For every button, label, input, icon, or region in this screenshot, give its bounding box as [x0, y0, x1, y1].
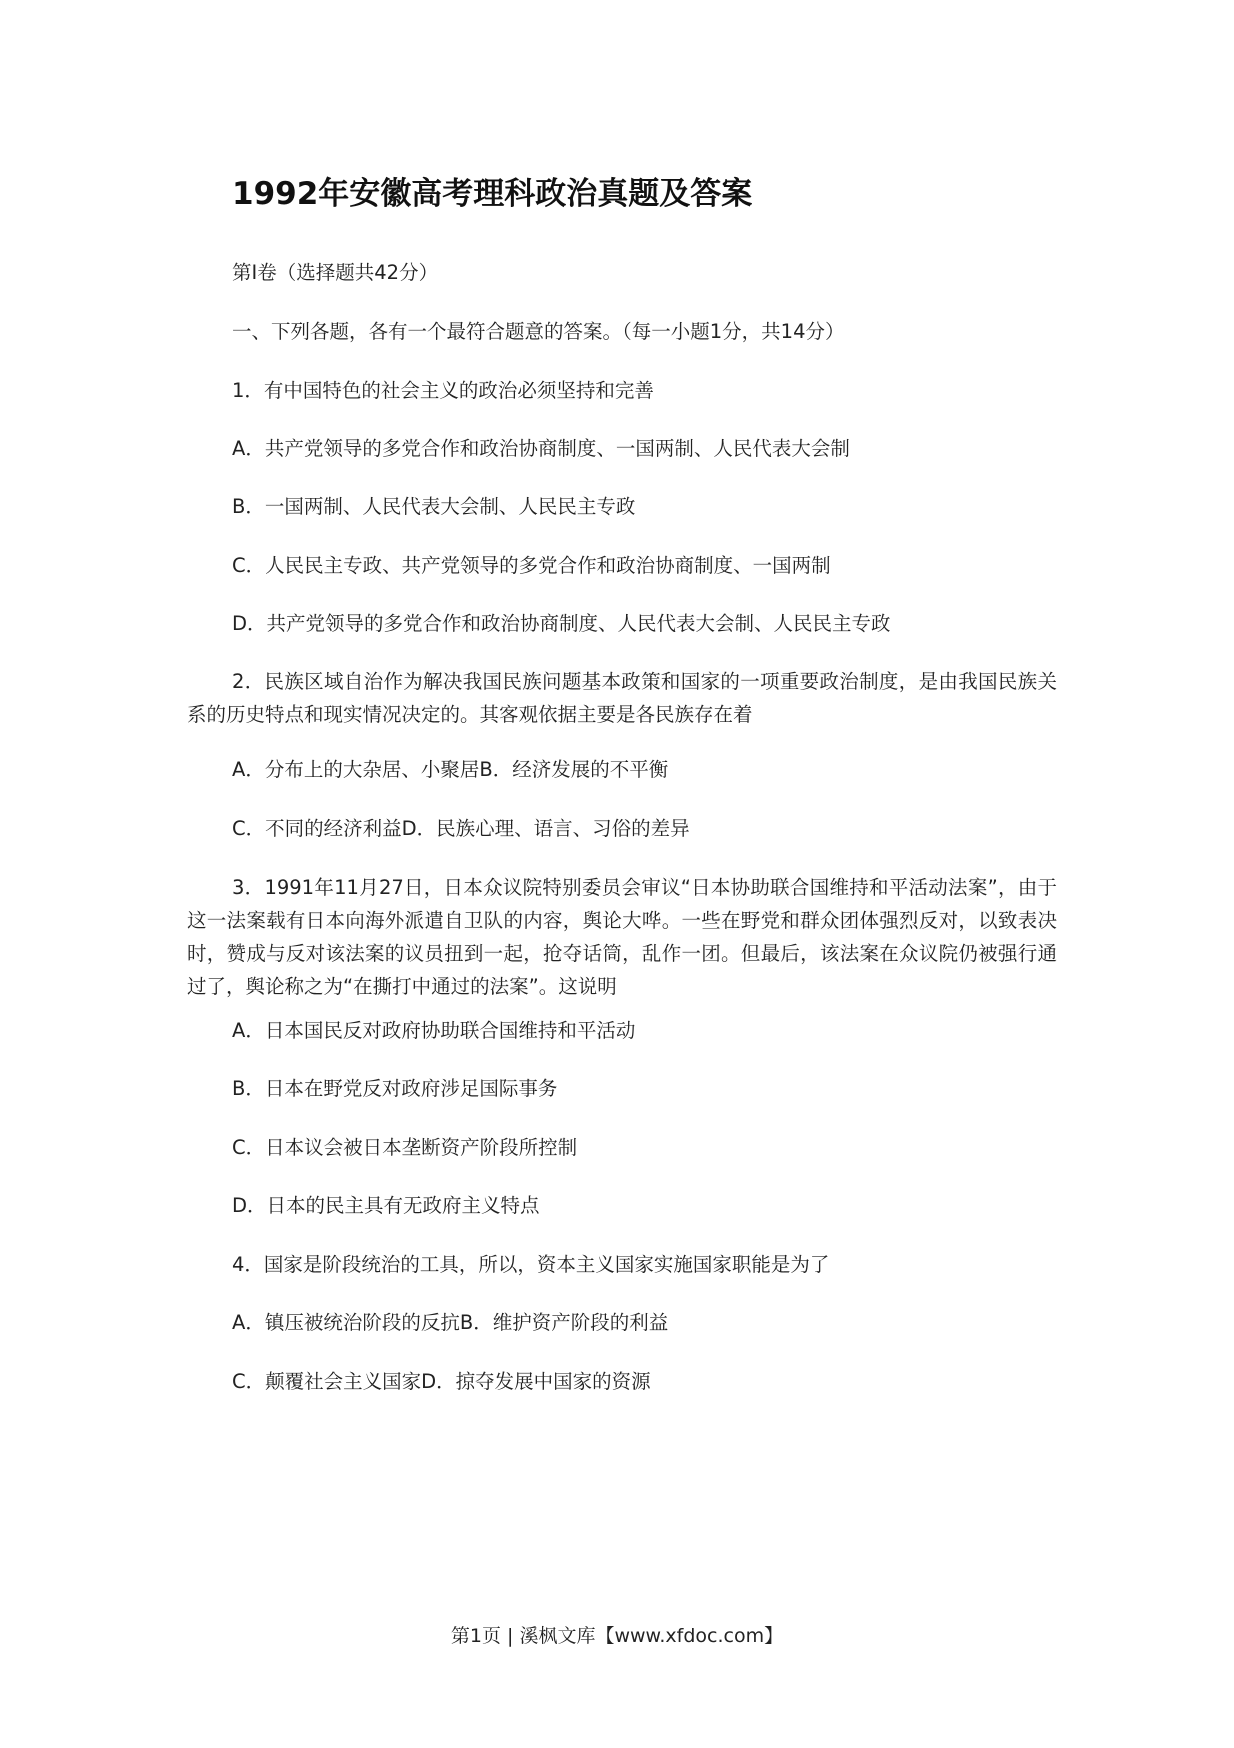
question-1-option-d: D．共产党领导的多党合作和政治协商制度、人民代表大会制、人民民主专政: [232, 612, 891, 635]
question-2-options-ab: A．分布上的大杂居、小聚居B．经济发展的不平衡: [232, 758, 669, 781]
question-3-option-b: B．日本在野党反对政府涉足国际事务: [232, 1077, 558, 1100]
question-1-option-c: C．人民民主专政、共产党领导的多党合作和政治协商制度、一国两制: [232, 554, 831, 577]
part-instruction: 一、下列各题，各有一个最符合题意的答案。（每一小题1分，共14分）: [232, 320, 845, 343]
question-1-option-b: B．一国两制、人民代表大会制、人民民主专政: [232, 495, 636, 518]
question-3-option-d: D．日本的民主具有无政府主义特点: [232, 1194, 540, 1217]
question-4-stem: 4．国家是阶段统治的工具，所以，资本主义国家实施国家职能是为了: [232, 1253, 830, 1276]
question-4-options-ab: A．镇压被统治阶段的反抗B．维护资产阶段的利益: [232, 1311, 669, 1334]
question-3-stem: 3．1991年11月27日，日本众议院特别委员会审议“日本协助联合国维持和平活动法案”，由于这一法案载有日本向海外派遣自卫队的内容，舆论大哗。一些在野党和群众团体强烈反对，以致表决时，赞成与反对该法案的议员扭到一起，抢夺话筒，乱作一团。但最后，该法案在众议院仍被强行通过了，舆论称之为“在撕打中通过的法案”。这说明: [187, 876, 1057, 998]
section-heading: 第Ⅰ卷（选择题共42分）: [232, 261, 439, 284]
question-3-option-c: C．日本议会被日本垄断资产阶段所控制: [232, 1136, 578, 1159]
document-title: 1992年安徽高考理科政治真题及答案: [232, 176, 753, 212]
question-1-option-a: A．共产党领导的多党合作和政治协商制度、一国两制、人民代表大会制: [232, 437, 850, 460]
question-1-stem: 1．有中国特色的社会主义的政治必须坚持和完善: [232, 379, 654, 402]
question-4-options-cd: C．颠覆社会主义国家D．掠夺发展中国家的资源: [232, 1370, 651, 1393]
question-3-option-a: A．日本国民反对政府协助联合国维持和平活动: [232, 1019, 636, 1042]
question-2-options-cd: C．不同的经济利益D．民族心理、语言、习俗的差异: [232, 817, 690, 840]
page-footer: 第1页 | 溪枫文库【www.xfdoc.com】: [450, 1625, 784, 1647]
question-2-stem: 2．民族区域自治作为解决我国民族问题基本政策和国家的一项重要政治制度，是由我国民族关系的历史特点和现实情况决定的。其客观依据主要是各民族存在着: [187, 670, 1057, 726]
